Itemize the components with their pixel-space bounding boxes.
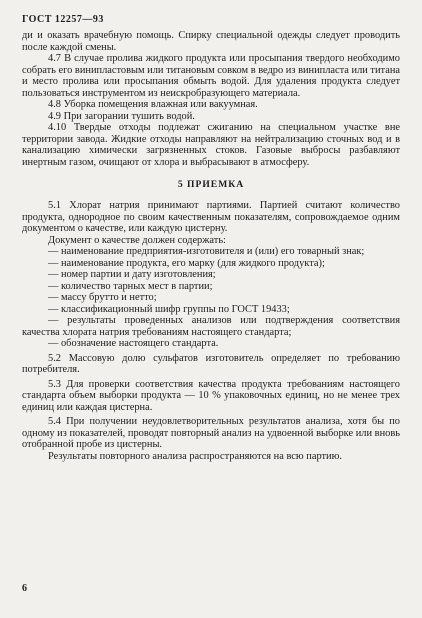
paragraph-5-5: Результаты повторного анализа распространяются на всю партию. — [48, 450, 342, 462]
paragraph-4-7: 4.7 В случае пролива жидкого продукта или просыпания твердого необходимо собрать его винипластовым или титановым совком в ведро из винипласта или титана и место пролива или просыпания обмыть водой. Для удаления продукта следует пользоваться инструментом из неискробразующего материала. — [22, 53, 400, 99]
paragraph-5-4: 5.4 При получении неудовлетворительных результатов анализа, хотя бы по одному из показателей, проводят повторный анализ на удвоенной выборке или вновь отобранной пробе из цистерны. — [22, 416, 400, 450]
list-item: — классификационный шифр группы по ГОСТ 19433; — [48, 303, 290, 315]
list-item: — обозначение настоящего стандарта. — [48, 338, 219, 349]
paragraph-5-2: 5.2 Массовую долю сульфатов изготовитель определяет по требованию потребителя. — [22, 352, 400, 375]
paragraph-5-3: 5.3 Для проверки соответствия качества продукта требованиям настоящего стандарта объем выборки продукта — 10 % упаковочных единиц, но не менее трех единиц или каждая цистерна. — [22, 378, 400, 413]
section-heading: 5 ПРИЕМКА — [177, 179, 245, 190]
list-item: — результаты проведенных анализов или подтверждения соответствия качества хлората натрия требованиям настоящего стандарта; — [22, 315, 400, 338]
list-item: — наименование предприятия-изготовителя и (или) его товарный знак; — [48, 246, 365, 257]
list-item: — наименование продукта, его марку (для жидкого продукта); — [48, 257, 325, 269]
paragraph-5-1: 5.1 Хлорат натрия принимают партиями. Партией считают количество продукта, однородное по своим качественным показателям, сопровождаемое одним документом о качестве, или каждую цистерну. — [22, 200, 400, 234]
paragraph-4-9: 4.9 При загорании тушить водой. — [48, 110, 195, 122]
list-item: — номер партии и дату изготовления; — [48, 269, 216, 280]
page-header: ГОСТ 12257—93 — [22, 14, 104, 25]
list-item: — массу брутто и нетто; — [48, 292, 157, 303]
paragraph-4-8: 4.8 Уборка помещения влажная или вакуумная. — [48, 99, 258, 110]
list-item: — количество тарных мест в партии; — [48, 280, 213, 292]
page-number: 6 — [22, 583, 27, 594]
paragraph-4-6-end: ди и оказать врачебную помощь. Спирку специальной одежды следует проводить после каждой смены. — [22, 30, 400, 53]
paragraph-document-intro: Документ о качестве должен содержать: — [48, 234, 226, 246]
paragraph-4-10: 4.10 Твердые отходы подлежат сжиганию на специальном участке вне территории завода. Жидкие отходы направляют на нейтрализацию сточных вод и в канализацию химически загрязненных стоков. Газовые выбросы разбавляют инертным газом, очищают от хлора и выбрасывают в атмосферу. — [22, 122, 400, 168]
